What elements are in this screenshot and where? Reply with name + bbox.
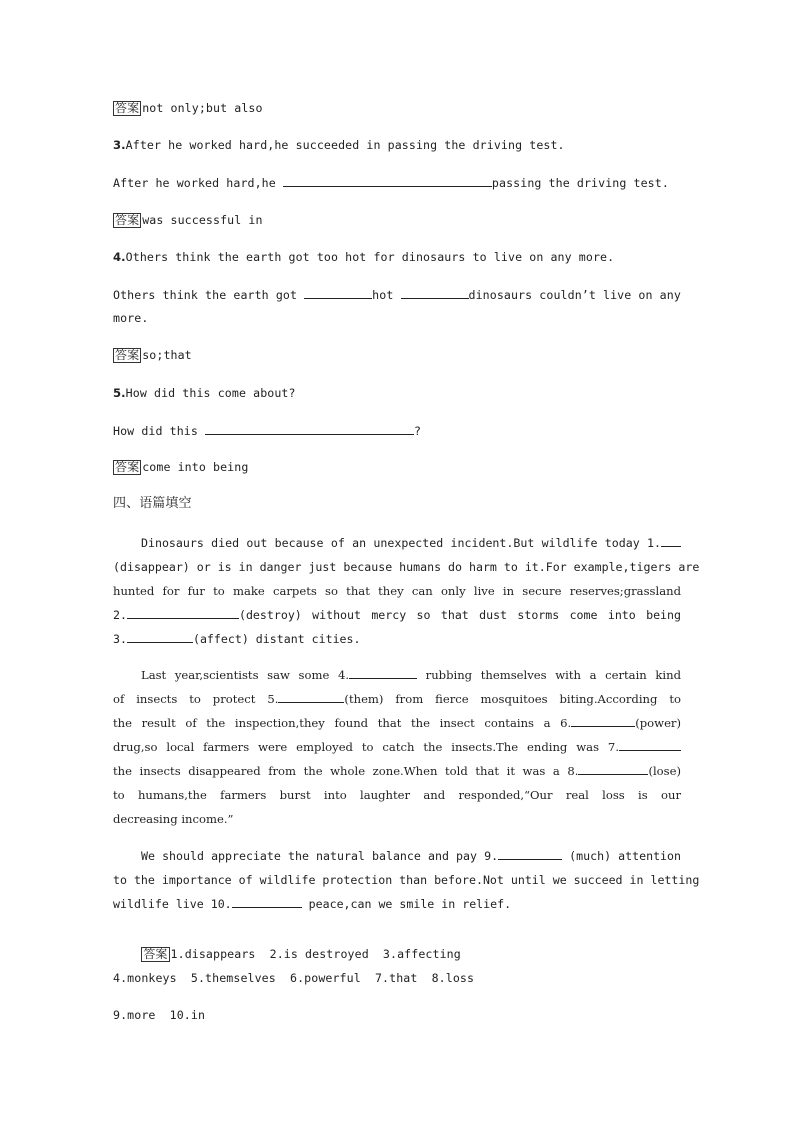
passage-line: the result of the inspection,they found that the insect contains a 6. (power) [113,716,681,730]
passage-line: We should appreciate the natural balance and pay 9. (much) attention [141,849,681,863]
fill-blank[interactable] [349,667,417,679]
rewrite-text: After he worked hard,he [113,176,283,190]
passage-line: Dinosaurs died out because of an unexpected incident.But wildlife today 1. [113,531,681,555]
rewrite-text: How did this [113,424,206,438]
passage-line: to humans,the farmers burst into laughter and responded,“Our real loss is our [113,788,681,802]
answer-tag: 答案 [115,460,140,474]
item-sentence: How did this come about? [125,386,296,400]
answer-text: not only;but also [142,101,263,115]
passage-line: hunted for fur to make carpets so that they can only live in secure reserves;grassland [113,584,681,598]
fill-blank[interactable] [127,631,193,643]
passage-paragraph-1 [113,531,700,651]
passage-line: 3. (affect) distant cities. [113,632,361,646]
answer-tag: 答案 [115,101,140,115]
item-4-original [113,250,681,264]
item-number: 4. [113,250,126,264]
fill-blank[interactable] [498,848,562,860]
item-sentence: After he worked hard,he succeeded in passing the driving test. [125,138,565,152]
answer-line-passage [113,933,681,976]
answer-line-passage-2: 4.monkeys 5.themselves 6.powerful 7.that 8.loss [113,971,475,985]
fill-blank[interactable] [571,715,635,727]
fill-blank[interactable] [127,607,239,619]
fill-blank[interactable] [283,175,492,187]
answer-tag: 答案 [115,213,140,227]
passage-paragraph-3 [113,844,700,916]
item-5-original [113,386,681,400]
item-number: 3. [113,138,126,152]
answer-line-passage-3: 9.more 10.in [113,1008,206,1022]
item-3-rewrite [113,175,681,190]
fill-blank[interactable] [578,763,648,775]
fill-blank[interactable] [232,896,302,908]
passage-line: drug,so local farmers were employed to catch the insects.The ending was 7. [113,735,681,759]
fill-blank[interactable] [278,691,344,703]
passage-paragraph-2 [113,663,681,831]
answer-line-2 [113,101,681,116]
fill-blank[interactable] [401,287,469,299]
item-sentence: Others think the earth got too hot for dinosaurs to live on any more. [125,250,615,264]
rewrite-text: hot [372,288,401,302]
fill-blank[interactable] [661,535,681,547]
passage-line: Last year,scientists saw some 4. rubbing themselves with a certain kind [141,668,682,682]
item-4-rewrite-cont [113,311,681,325]
answer-line-3 [113,213,681,228]
section-heading: 四、语篇填空 [113,496,192,511]
passage-line: the insects disappeared from the whole zone.When told that it was a 8. (lose) [113,764,681,778]
passage-line: decreasing income.” [113,812,234,826]
answer-text: come into being [142,460,249,474]
passage-line: to the importance of wildlife protection than before.Not until we succeed in letting [113,873,700,887]
answer-text: was successful in [142,213,263,227]
passage-line: (disappear) or is in danger just because humans do harm to it.For example,tigers are [113,560,700,574]
passage-line: 2. (destroy) without mercy so that dust storms come into being [113,608,681,622]
answer-text: so;that [142,348,192,362]
rewrite-text: ? [414,424,422,438]
passage-line: wildlife live 10. peace,can we smile in relief. [113,897,512,911]
answer-line-4 [113,348,681,363]
rewrite-text: Others think the earth got [113,288,305,302]
item-5-rewrite [113,423,681,438]
passage-line: of insects to protect 5. (them) from fierce mosquitoes biting.According to [113,692,681,706]
item-3-original [113,138,681,152]
fill-blank[interactable] [304,287,372,299]
answer-tag: 答案 [115,348,140,362]
answer-line-5 [113,460,681,475]
fill-blank[interactable] [205,423,414,435]
rewrite-text: passing the driving test. [491,176,669,190]
fill-blank[interactable] [619,739,681,751]
answer-tag: 答案 [143,947,168,961]
item-4-rewrite [113,287,681,302]
rewrite-text: dinosaurs couldn’t live on any [468,288,681,302]
item-number: 5. [113,386,126,400]
answer-text: 1.disappears 2.is destroyed 3.affecting [170,947,461,961]
rewrite-text: more. [113,311,149,325]
